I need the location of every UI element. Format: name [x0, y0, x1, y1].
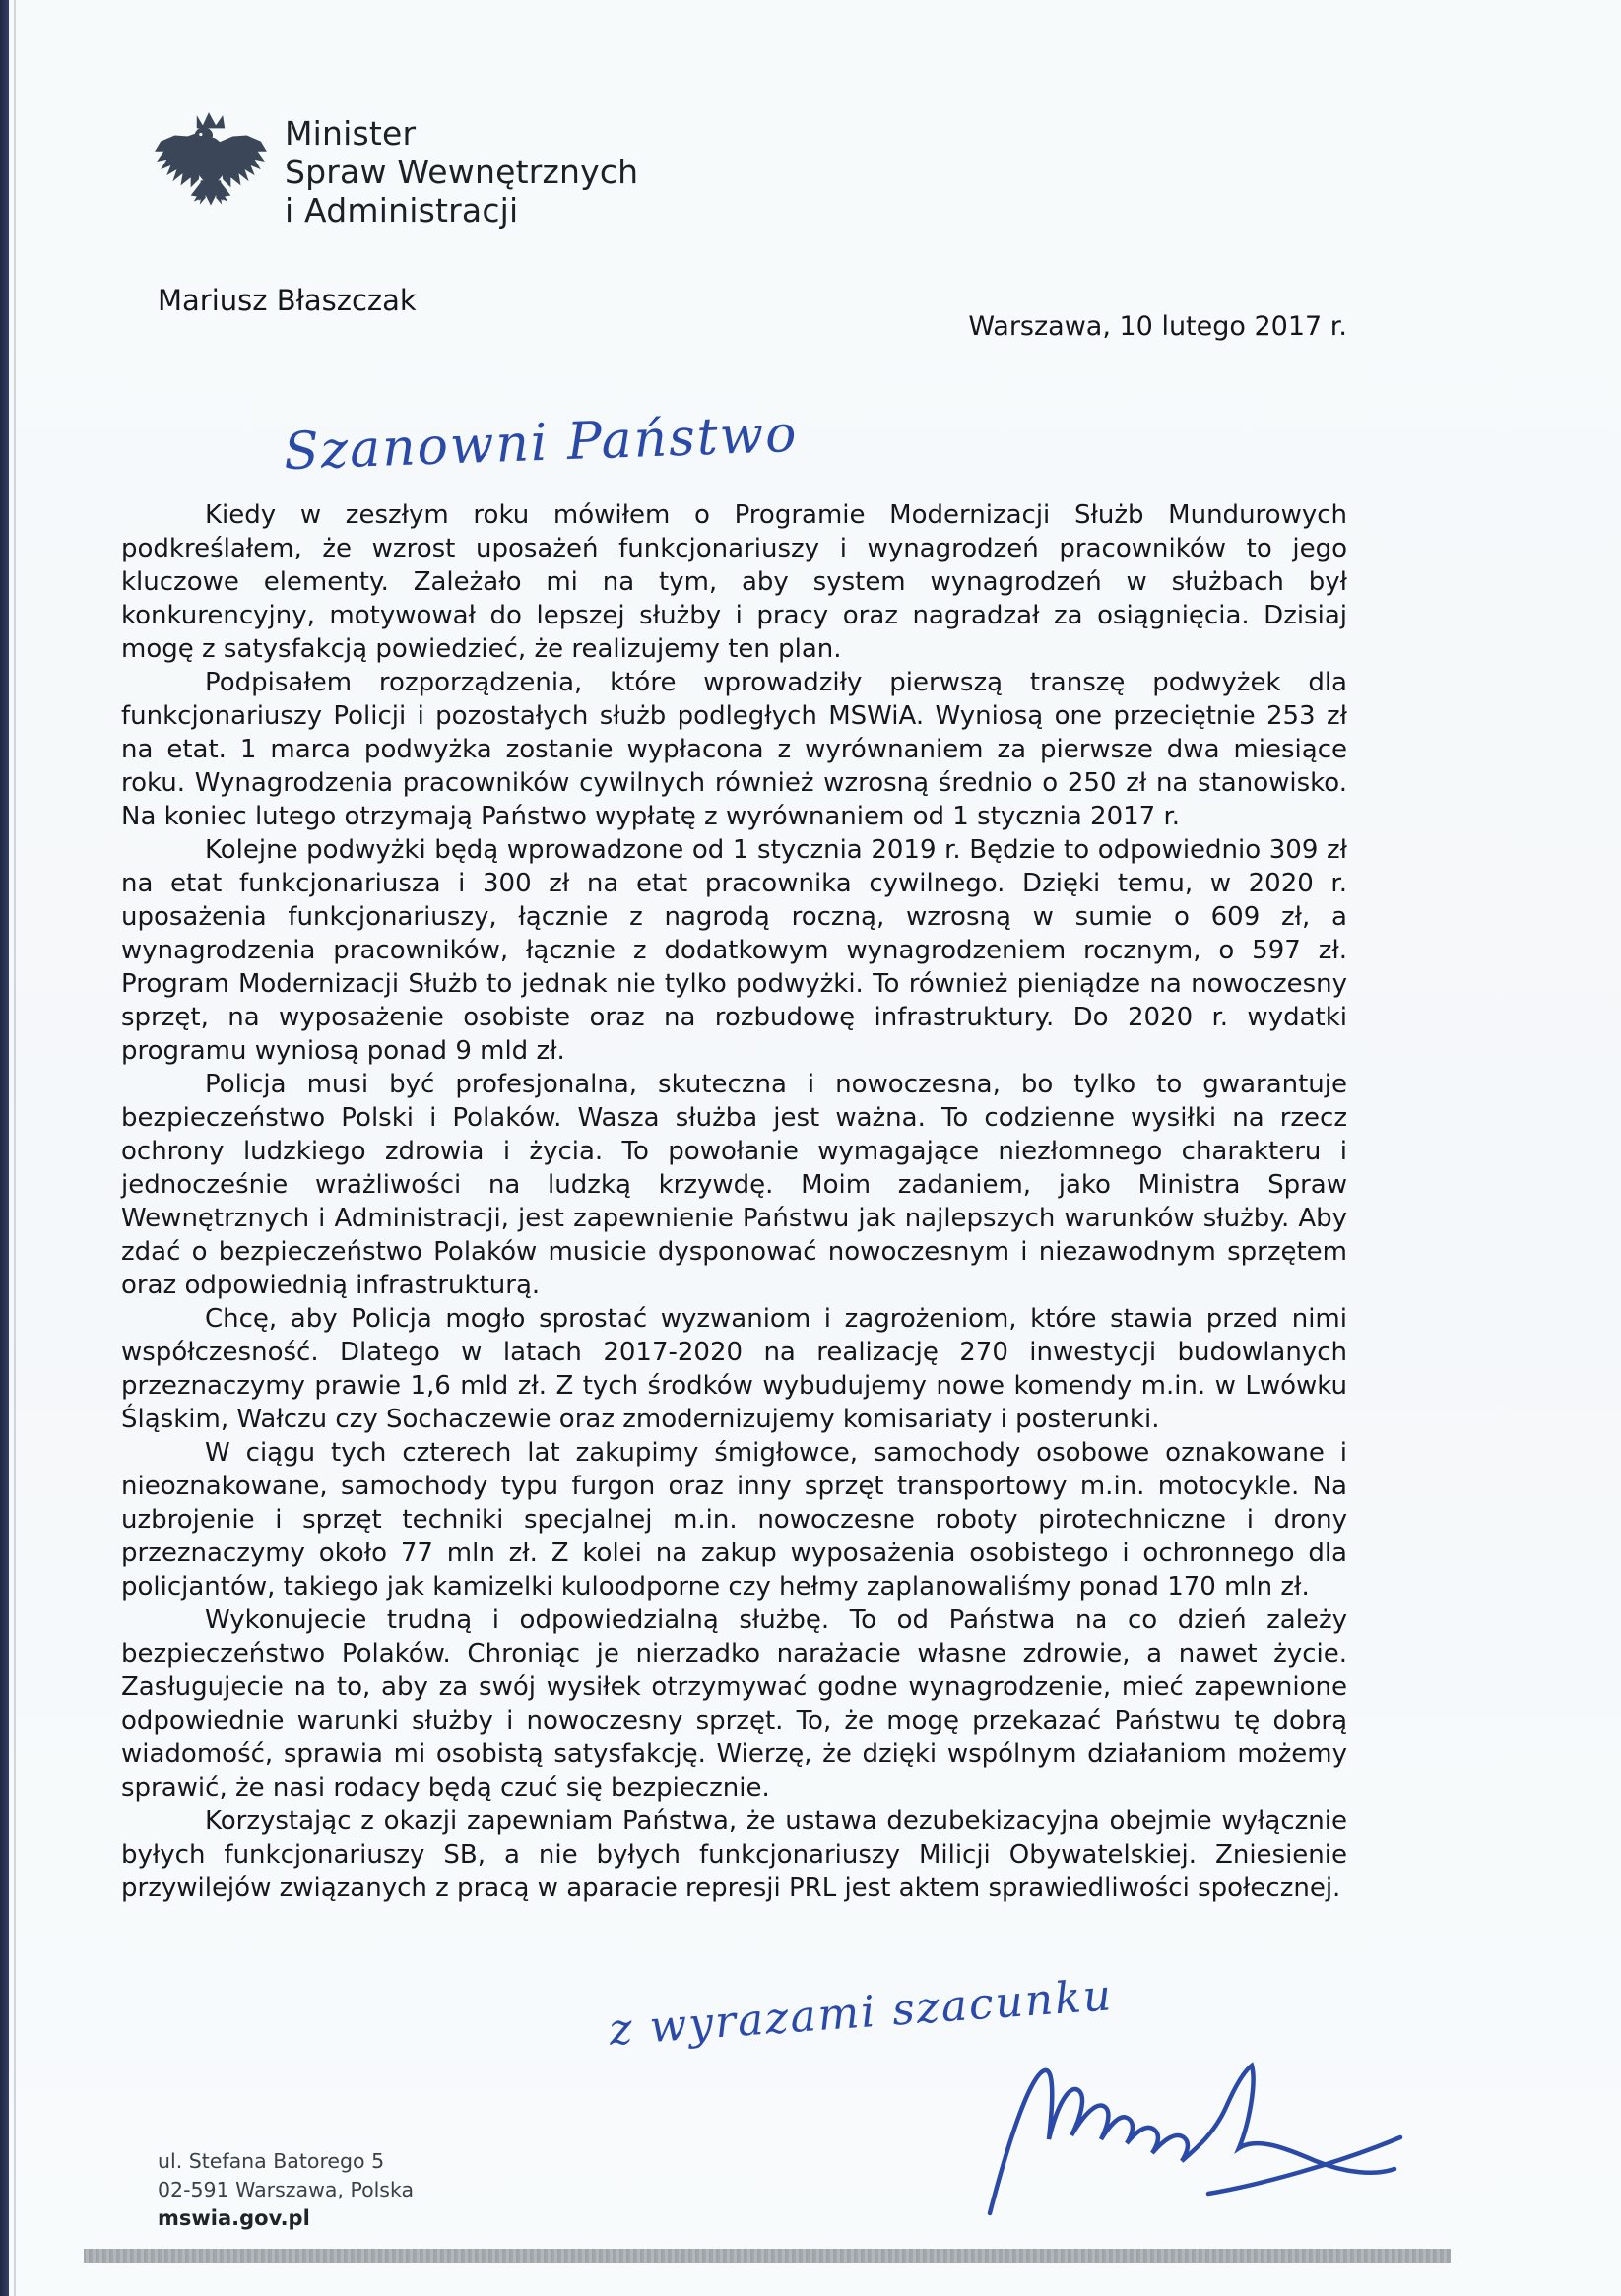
footer-address [158, 2147, 414, 2233]
footer-website: mswia.gov.pl [158, 2206, 310, 2230]
scan-edge-line [14, 0, 16, 2296]
letter-body [121, 498, 1347, 1905]
bottom-scan-bar [84, 2249, 1451, 2263]
minister-name: Mariusz Błaszczak [158, 284, 417, 317]
paragraph-2: Podpisałem rozporządzenia, które wprowadziły pierwszą transzę podwyżek dla funkcjonariuszy Policji i pozostałych służb podległych MSWiA. Wyniosą one przeciętnie 253 zł na etat. 1 marca podwyżka zostanie wypłacona z wyrównaniem za pierwsze dwa miesiące roku. Wynagrodzenia pracowników cywilnych również wzrosną średnio o 250 zł na stanowisko. Na koniec lutego otrzymają Państwo wypłatę z wyrównaniem od 1 stycznia 2017 r. [121, 668, 1347, 831]
date-line: Warszawa, 10 lutego 2017 r. [968, 311, 1347, 342]
signature-scribble [960, 2044, 1423, 2226]
paragraph-3: Kolejne podwyżki będą wprowadzone od 1 stycznia 2019 r. Będzie to odpowiednio 309 zł na etat funkcjonariusza i 300 zł na etat pracownika cywilnego. Dzięki temu, w 2020 r. uposażenia funkcjonariuszy, łącznie z nagrodą roczną, wzrosną w sumie o 609 zł, a wynagrodzenia pracowników, łącznie z dodatkowym wynagrodzeniem rocznym, o 597 zł. Program Modernizacji Służb to jednak nie tylko podwyżki. To również pieniądze na nowoczesny sprzęt, na wyposażenie osobiste oraz na rozbudowę infrastruktury. Do 2020 r. wydatki programu wyniosą ponad 9 mld zł. [121, 835, 1347, 1066]
ministry-title-line3: i Administracji [285, 191, 519, 230]
paragraph-1: Kiedy w zeszłym roku mówiłem o Programie Modernizacji Służb Mundurowych podkreślałem, że wzrost uposażeń funkcjonariuszy i wynagrodzeń pracowników to jego kluczowe elementy. Zależało mi na tym, aby system wynagrodzeń w służbach był konkurencyjny, motywował do lepszej służby i pracy oraz nagradzał za osiągnięcia. Dzisiaj mogę z satysfakcją powiedzieć, że realizujemy ten plan. [121, 500, 1347, 664]
ministry-title-line1: Minister [285, 114, 417, 153]
paragraph-4: Policja musi być profesjonalna, skuteczna i nowoczesna, bo tylko to gwarantuje bezpieczeństwo Polski i Polaków. Wasza służba jest ważna. To codzienne wysiłki na rzecz ochrony ludzkiego zdrowia i życia. To powołanie wymagające niezłomnego charakteru i jednocześnie wrażliwości na ludzką krzywdę. Moim zadaniem, jako Ministra Spraw Wewnętrznych i Administracji, jest zapewnienie Państwu jak najlepszych warunków służby. Aby zdać o bezpieczeństwo Polaków musicie dysponować nowoczesnym i niezawodnym sprzętem oraz odpowiednią infrastrukturą. [121, 1070, 1347, 1300]
paragraph-6: W ciągu tych czterech lat zakupimy śmigłowce, samochody osobowe oznakowane i nieoznakowane, samochody typu furgon oraz inny sprzęt transportowy m.in. motocykle. Na uzbrojenie i sprzęt techniki specjalnej m.in. nowoczesne roboty pirotechniczne i drony przeznaczymy około 77 mln zł. Z kolei na zakup wyposażenia osobistego i ochronnego dla policjantów, takiego jak kamizelki kuloodporne czy hełmy zaplanowaliśmy ponad 170 mln zł. [121, 1438, 1347, 1602]
ministry-title [285, 114, 638, 230]
polish-eagle-emblem [151, 108, 271, 221]
scan-left-edge-bar [0, 0, 9, 2296]
paragraph-7: Wykonujecie trudną i odpowiedzialną służbę. To od Państwa na co dzień zależy bezpieczeństwo Polaków. Chroniąc je nierzadko narażacie własne zdrowie, a nawet życie. Zasługujecie na to, aby za swój wysiłek otrzymywać godne wynagrodzenie, mieć zapewnione odpowiednie warunki służby i nowoczesny sprzęt. To, że mogę przekazać Państwu tę dobrą wiadomość, sprawia mi osobistą satysfakcję. Wierzę, że dzięki wspólnym działaniom możemy sprawić, że nasi rodacy będą czuć się bezpiecznie. [121, 1606, 1347, 1803]
handwritten-salutation: Szanowni Państwo [283, 404, 800, 483]
paragraph-5: Chcę, aby Policja mogło sprostać wyzwaniom i zagrożeniom, które stawia przed nimi współczesność. Dlatego w latach 2017-2020 na realizację 270 inwestycji budowlanych przeznaczymy prawie 1,6 mld zł. Z tych środków wybudujemy nowe komendy m.in. w Lwówku Śląskim, Wałczu czy Sochaczewie oraz zmodernizujemy komisariaty i posterunki. [121, 1304, 1347, 1434]
paragraph-8: Korzystając z okazji zapewniam Państwa, że ustawa dezubekizacyjna obejmie wyłącznie byłych funkcjonariuszy SB, a nie byłych funkcjonariuszy Milicji Obywatelskiej. Zniesienie przywilejów związanych z pracą w aparacie represji PRL jest aktem sprawiedliwości społecznej. [121, 1806, 1347, 1903]
footer-address-line2: 02-591 Warszawa, Polska [158, 2178, 415, 2201]
footer-address-line1: ul. Stefana Batorego 5 [158, 2149, 385, 2173]
handwritten-closing: z wyrazami szacunku [607, 1970, 1115, 2056]
ministry-title-line2: Spraw Wewnętrznych [285, 153, 639, 191]
